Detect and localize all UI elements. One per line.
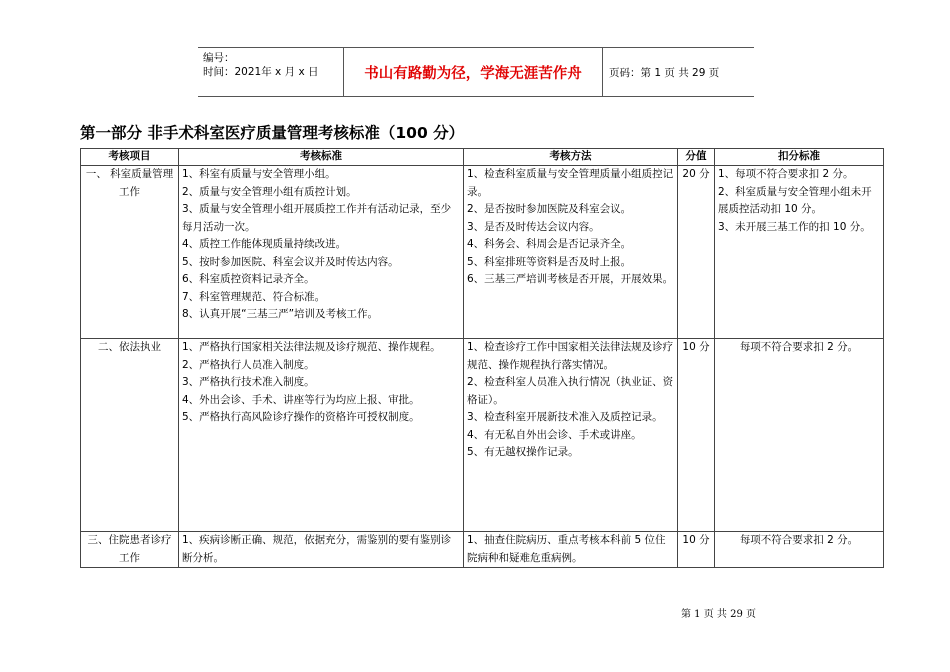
standard-line: 1、严格执行国家相关法律法规及诊疗规范、操作规程。 [182,341,441,353]
time-label: 时间：2021年 x 月 x 日 [203,66,319,78]
table-row [81,339,884,532]
row-standards [179,166,464,339]
row-deductions [715,166,884,339]
row-methods [464,532,678,568]
row-methods [464,339,678,532]
col-header-method: 考核方法 [464,149,678,166]
col-header-item: 考核项目 [81,149,179,166]
row-standards [179,532,464,568]
standard-line: 4、质控工作能体现质量持续改进。 [182,238,347,250]
method-line: 1、检查诊疗工作中国家相关法律法规及诊疗规范、操作规程执行落实情况。 [467,341,674,371]
standard-line: 1、科室有质量与安全管理小组。 [182,168,336,180]
table-row [81,166,884,339]
row-item: 二、依法执业 [81,339,179,532]
method-line: 6、三基三严培训考核是否开展，开展效果。 [467,273,674,285]
standard-line: 2、严格执行人员准入制度。 [182,358,315,371]
page-label: 页码：第 1 页 共 29 页 [609,66,720,79]
standard-line: 5、按时参加医院、科室会议并及时传达内容。 [182,255,399,268]
standard-line: 4、外出会诊、手术、讲座等行为均应上报、审批。 [182,393,420,406]
deduction-line: 3、未开展三基工作的扣 10 分。 [718,220,871,233]
col-header-deduction: 扣分标准 [715,149,884,166]
method-line: 3、是否及时传达会议内容。 [467,220,600,233]
method-line: 5、科室排班等资料是否及时上报。 [467,255,632,268]
method-line: 4、科务会、科周会是否记录齐全。 [467,238,632,250]
standard-line: 3、严格执行技术准入制度。 [182,376,315,388]
header-meta [198,48,343,96]
standard-line: 1、疾病诊断正确、规范，依据充分，需鉴别的要有鉴别诊断分析。 [182,534,452,564]
col-header-score: 分值 [678,149,715,166]
motto: 书山有路勤为径，学海无涯苦作舟 [343,48,603,96]
row-deductions [715,532,884,568]
row-item: 三、住院患者诊疗工作 [81,532,179,568]
method-line: 2、检查科室人员准入执行情况（执业证、资格证）。 [467,376,674,406]
row-methods [464,166,678,339]
row-standards [179,339,464,532]
row-score: 20 分 [678,166,715,339]
method-line: 1、检查科室质量与安全管理质量小组质控记录。 [467,168,674,198]
method-line: 3、检查科室开展新技术准入及质控记录。 [467,411,663,423]
standard-line: 7、科室管理规范、符合标准。 [182,290,326,303]
deduction-line: 每项不符合要求扣 2 分。 [739,341,859,353]
row-score: 10 分 [678,339,715,532]
page-footer: 第 1 页 共 29 页 [681,609,756,620]
method-line: 2、是否按时参加医院及科室会议。 [467,203,632,215]
number-label: 编号： [203,52,235,64]
standard-line: 8、认真开展“三基三严”培训及考核工作。 [182,308,379,320]
standard-line: 3、质量与安全管理小组开展质控工作并有活动记录，至少每月活动一次。 [182,203,452,233]
deduction-line: 2、科室质量与安全管理小组未开展质控活动扣 10 分。 [718,185,872,215]
page-title: 第一部分 非手术科室医疗质量管理考核标准（100 分） [80,124,465,142]
deduction-line: 每项不符合要求扣 2 分。 [739,534,859,546]
method-line: 1、抽查住院病历、重点考核本科前 5 位住院病种和疑难危重病例。 [467,534,666,564]
page-indicator [603,48,754,96]
col-header-standard: 考核标准 [179,149,464,166]
table-row [81,532,884,568]
standard-line: 2、质量与安全管理小组有质控计划。 [182,185,357,198]
table-header-row [81,149,884,166]
method-line: 5、有无越权操作记录。 [467,446,579,458]
row-score: 10 分 [678,532,715,568]
standard-line: 5、严格执行高风险诊疗操作的资格许可授权制度。 [182,411,420,423]
deduction-line: 1、每项不符合要求扣 2 分。 [718,168,854,180]
standard-line: 6、科室质控资料记录齐全。 [182,273,315,285]
method-line: 4、有无私自外出会诊、手术或讲座。 [467,428,642,441]
row-deductions [715,339,884,532]
assessment-table [80,148,884,568]
document-header [198,47,754,97]
row-item: 一、 科室质量管理工作 [81,166,179,339]
